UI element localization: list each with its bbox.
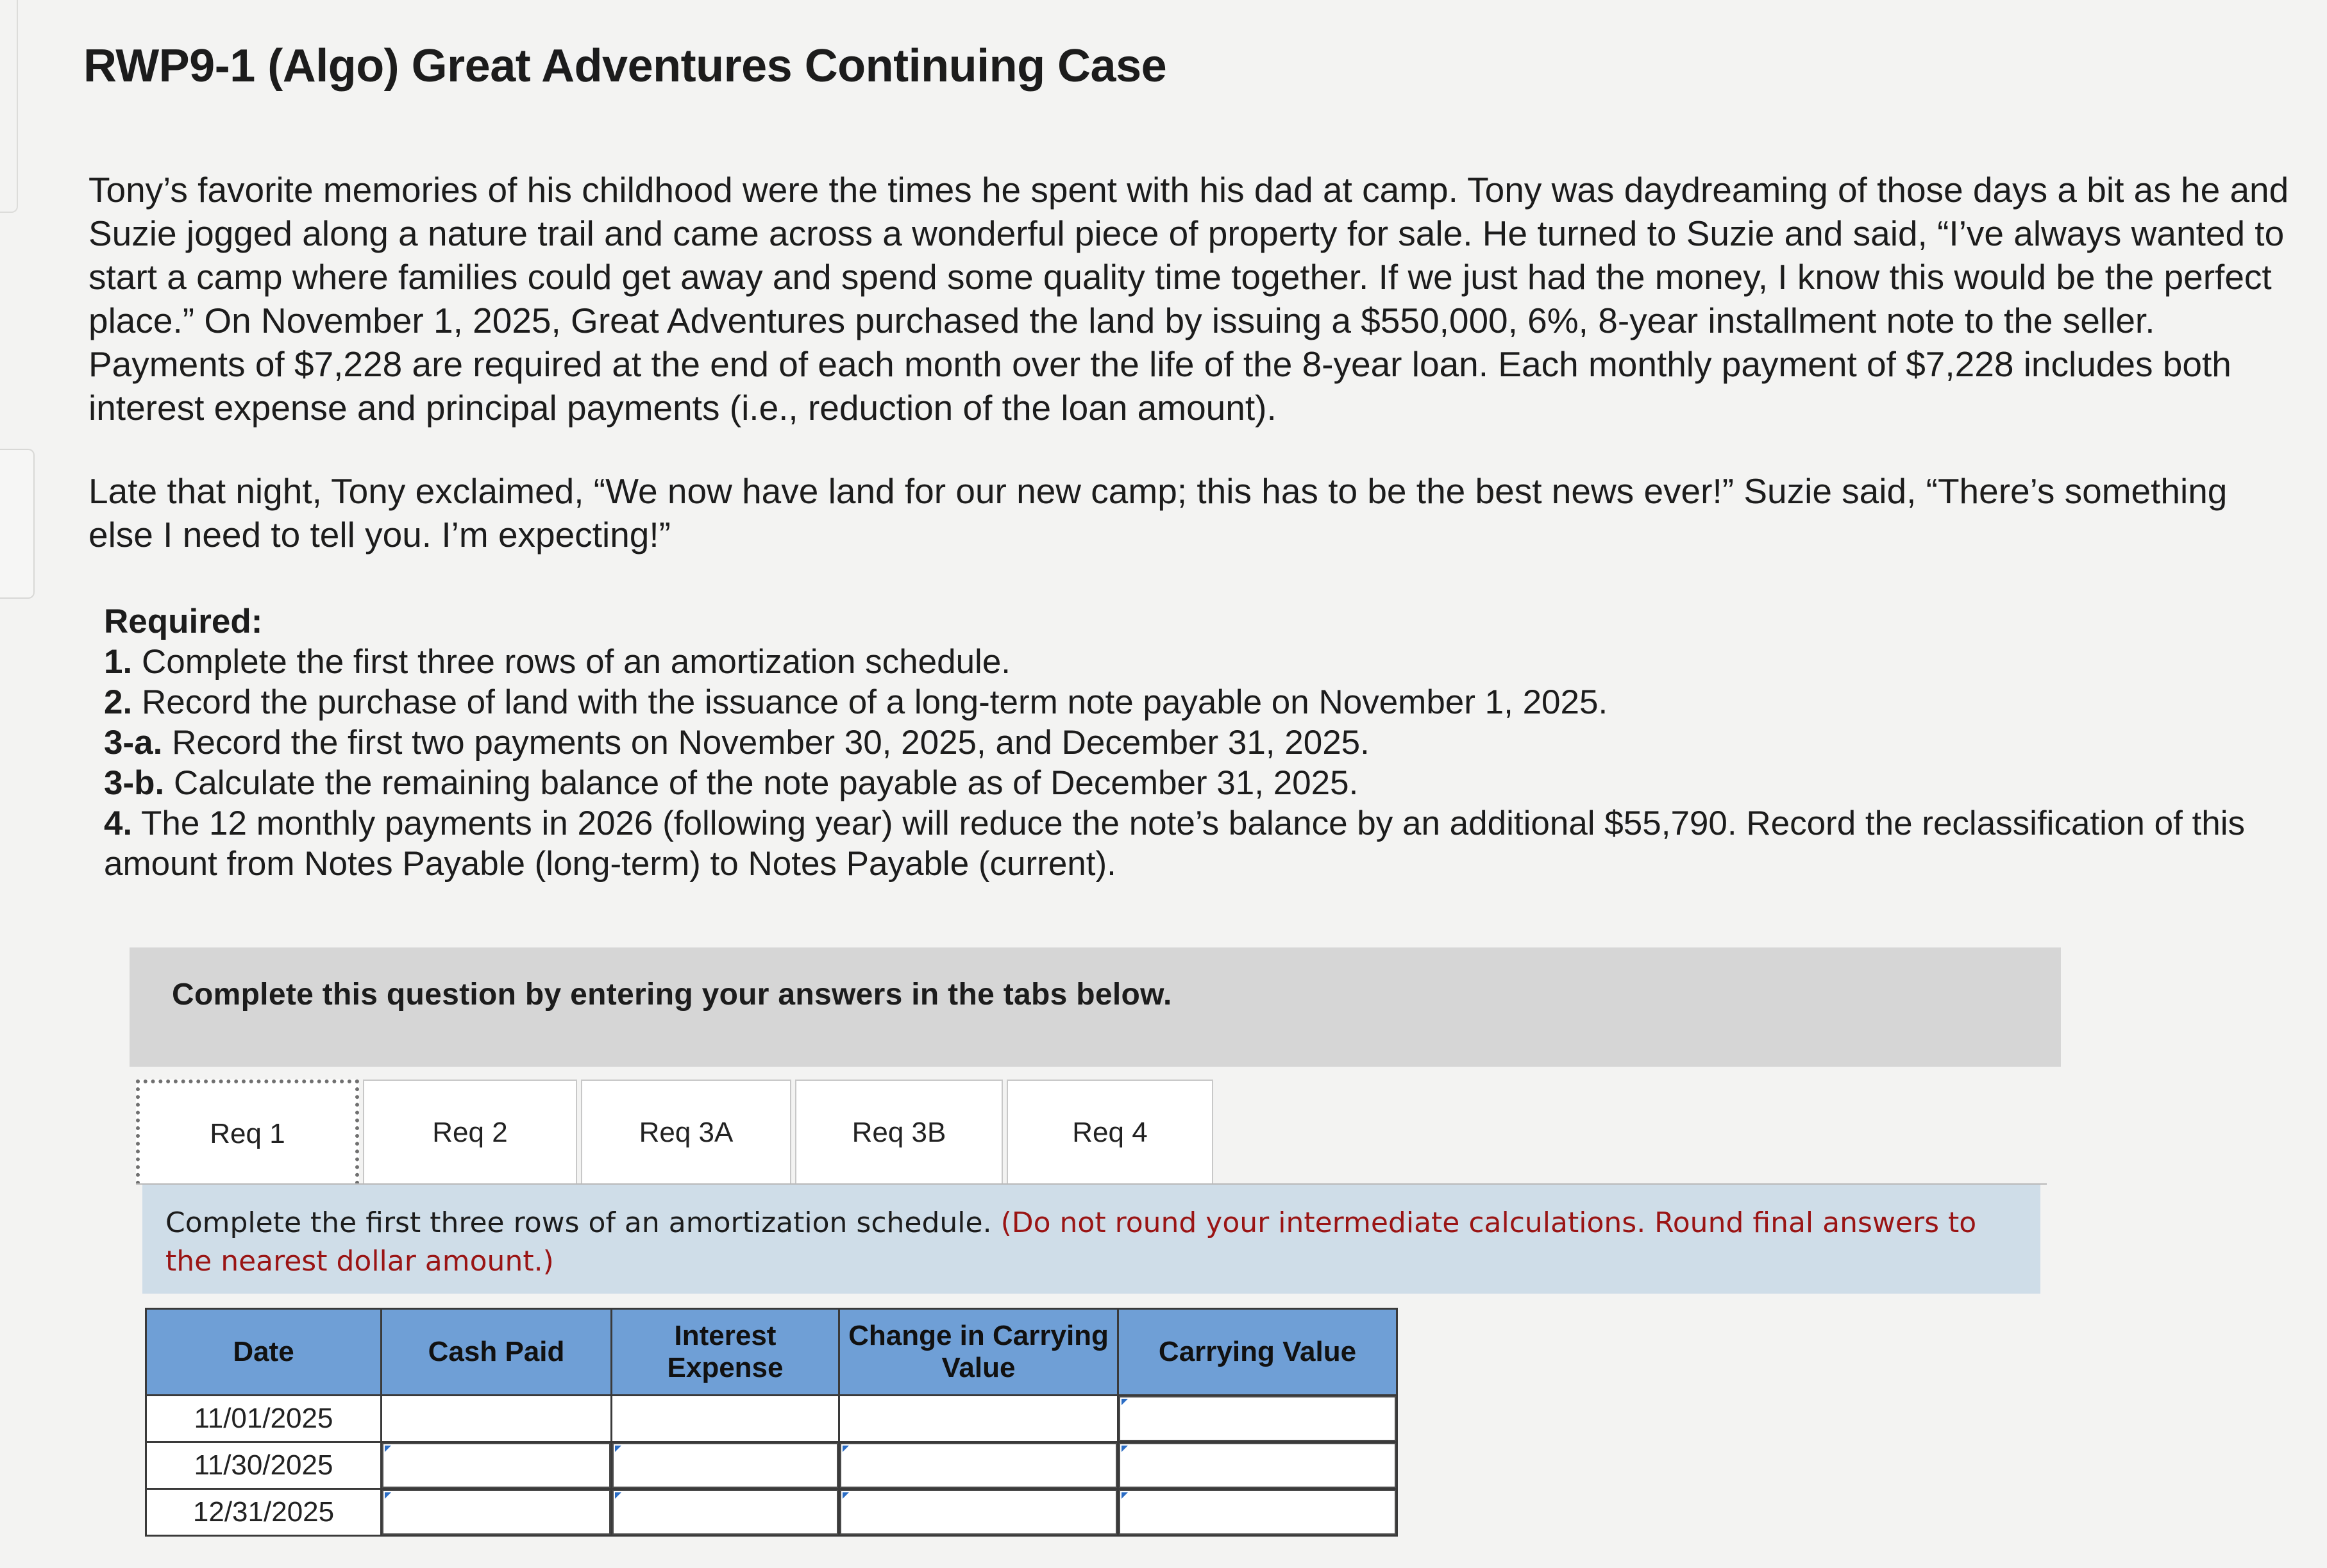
cash-paid-cell (382, 1442, 612, 1489)
required-item-number: 2. (104, 683, 133, 721)
interest-expense-cell (612, 1396, 839, 1442)
required-item-1 (104, 642, 2271, 682)
intro-paragraph-1: Tony’s favorite memories of his childhood were the times he spent with his dad at camp. Tony was daydreaming of those days a bit as he and Suzie jogged along a nature trail and came across a wonderful piece of property for sale. He turned to Suzie and said, “I’ve always wanted to start a camp where families could get away and spend some quality time together. If we just had the money, I know this would be the perfect place.” On November 1, 2025, Great Adventures purchased the land by issuing a $550,000, 6%, 8-year installment note to the seller. Payments of $7,228 are required at the end of each month over the life of the 8-year loan. Each monthly payment of $7,228 includes both interest expense and principal payments (i.e., reduction of the loan amount). (88, 170, 2289, 428)
table-row (146, 1489, 1397, 1536)
interest-expense-input[interactable] (612, 1490, 838, 1535)
required-item-3b (104, 763, 2271, 803)
carrying-value-cell (1118, 1396, 1397, 1442)
cash-paid-cell (382, 1489, 612, 1536)
tab-req-3a[interactable]: Req 3A (581, 1080, 791, 1185)
header-change-in-carrying-value: Change in Carrying Value (839, 1309, 1118, 1396)
case-introduction (88, 168, 2294, 596)
required-item-text: The 12 monthly payments in 2026 (following year) will reduce the note’s balance by an additional $55,790. Record the reclassification of this amount from Notes Payable (long-term) to Notes Payable (current). (104, 805, 2246, 883)
amortization-schedule-table (145, 1308, 1398, 1537)
change-in-carrying-value-cell (839, 1442, 1118, 1489)
instruction-banner (130, 947, 2061, 1067)
rounding-note: (Do not round your intermediate calculations. Round final answers to the nearest dollar amount.) (165, 1206, 1977, 1278)
required-item-3a (104, 722, 2271, 763)
required-item-text: Record the purchase of land with the issuance of a long-term note payable on November 1, 2025. (141, 683, 1608, 721)
left-side-handle (0, 449, 35, 599)
tab-req-1[interactable]: Req 1 (136, 1080, 359, 1185)
header-interest-expense: Interest Expense (612, 1309, 839, 1396)
change-in-carrying-value-input[interactable] (840, 1490, 1117, 1535)
intro-paragraph-2: Late that night, Tony exclaimed, “We now have land for our new camp; this has to be the best news ever!” Suzie said, “There’s something else I need to tell you. I’m expecting!” (88, 471, 2228, 555)
required-item-number: 1. (104, 643, 133, 681)
required-heading: Required: (104, 603, 263, 640)
carrying-value-cell (1118, 1489, 1397, 1536)
interest-expense-input[interactable] (612, 1443, 838, 1488)
prompt-text: Complete the first three rows of an amortization schedule. (165, 1206, 992, 1239)
page-title: RWP9-1 (Algo) Great Adventures Continuing Case (83, 40, 1167, 92)
required-item-text: Calculate the remaining balance of the note payable as of December 31, 2025. (173, 764, 1359, 802)
change-in-carrying-value-cell (839, 1396, 1118, 1442)
change-in-carrying-value-input[interactable] (840, 1443, 1117, 1488)
interest-expense-cell (612, 1442, 839, 1489)
required-item-number: 3-b. (104, 764, 165, 802)
interest-expense-cell (612, 1489, 839, 1536)
row-date: 11/30/2025 (146, 1442, 382, 1489)
required-item-number: 4. (104, 805, 133, 842)
tab-req-2[interactable]: Req 2 (363, 1080, 577, 1185)
cash-paid-input[interactable] (382, 1490, 610, 1535)
question-prompt (142, 1185, 2040, 1294)
carrying-value-input[interactable] (1119, 1396, 1396, 1441)
row-date: 12/31/2025 (146, 1489, 382, 1536)
left-frame-edge (0, 0, 18, 213)
carrying-value-cell (1118, 1442, 1397, 1489)
required-item-text: Record the first two payments on November 30, 2025, and December 31, 2025. (172, 724, 1370, 762)
header-carrying-value: Carrying Value (1118, 1309, 1397, 1396)
tab-req-3b[interactable]: Req 3B (795, 1080, 1003, 1185)
cash-paid-input[interactable] (382, 1443, 610, 1488)
instruction-text: Complete this question by entering your answers in the tabs below. (172, 978, 1172, 1012)
required-item-text: Complete the first three rows of an amortization schedule. (141, 643, 1011, 681)
header-date: Date (146, 1309, 382, 1396)
carrying-value-input[interactable] (1119, 1490, 1396, 1535)
tab-req-4[interactable]: Req 4 (1007, 1080, 1213, 1185)
table-row (146, 1396, 1397, 1442)
row-date: 11/01/2025 (146, 1396, 382, 1442)
table-header-row (146, 1309, 1397, 1396)
change-in-carrying-value-cell (839, 1489, 1118, 1536)
header-cash-paid: Cash Paid (382, 1309, 612, 1396)
required-item-2 (104, 682, 2271, 722)
requirement-tabs (136, 1080, 1217, 1186)
table-row (146, 1442, 1397, 1489)
required-section (104, 601, 2271, 884)
required-item-4 (104, 803, 2271, 884)
carrying-value-input[interactable] (1119, 1443, 1396, 1488)
cash-paid-cell (382, 1396, 612, 1442)
required-item-number: 3-a. (104, 724, 163, 762)
